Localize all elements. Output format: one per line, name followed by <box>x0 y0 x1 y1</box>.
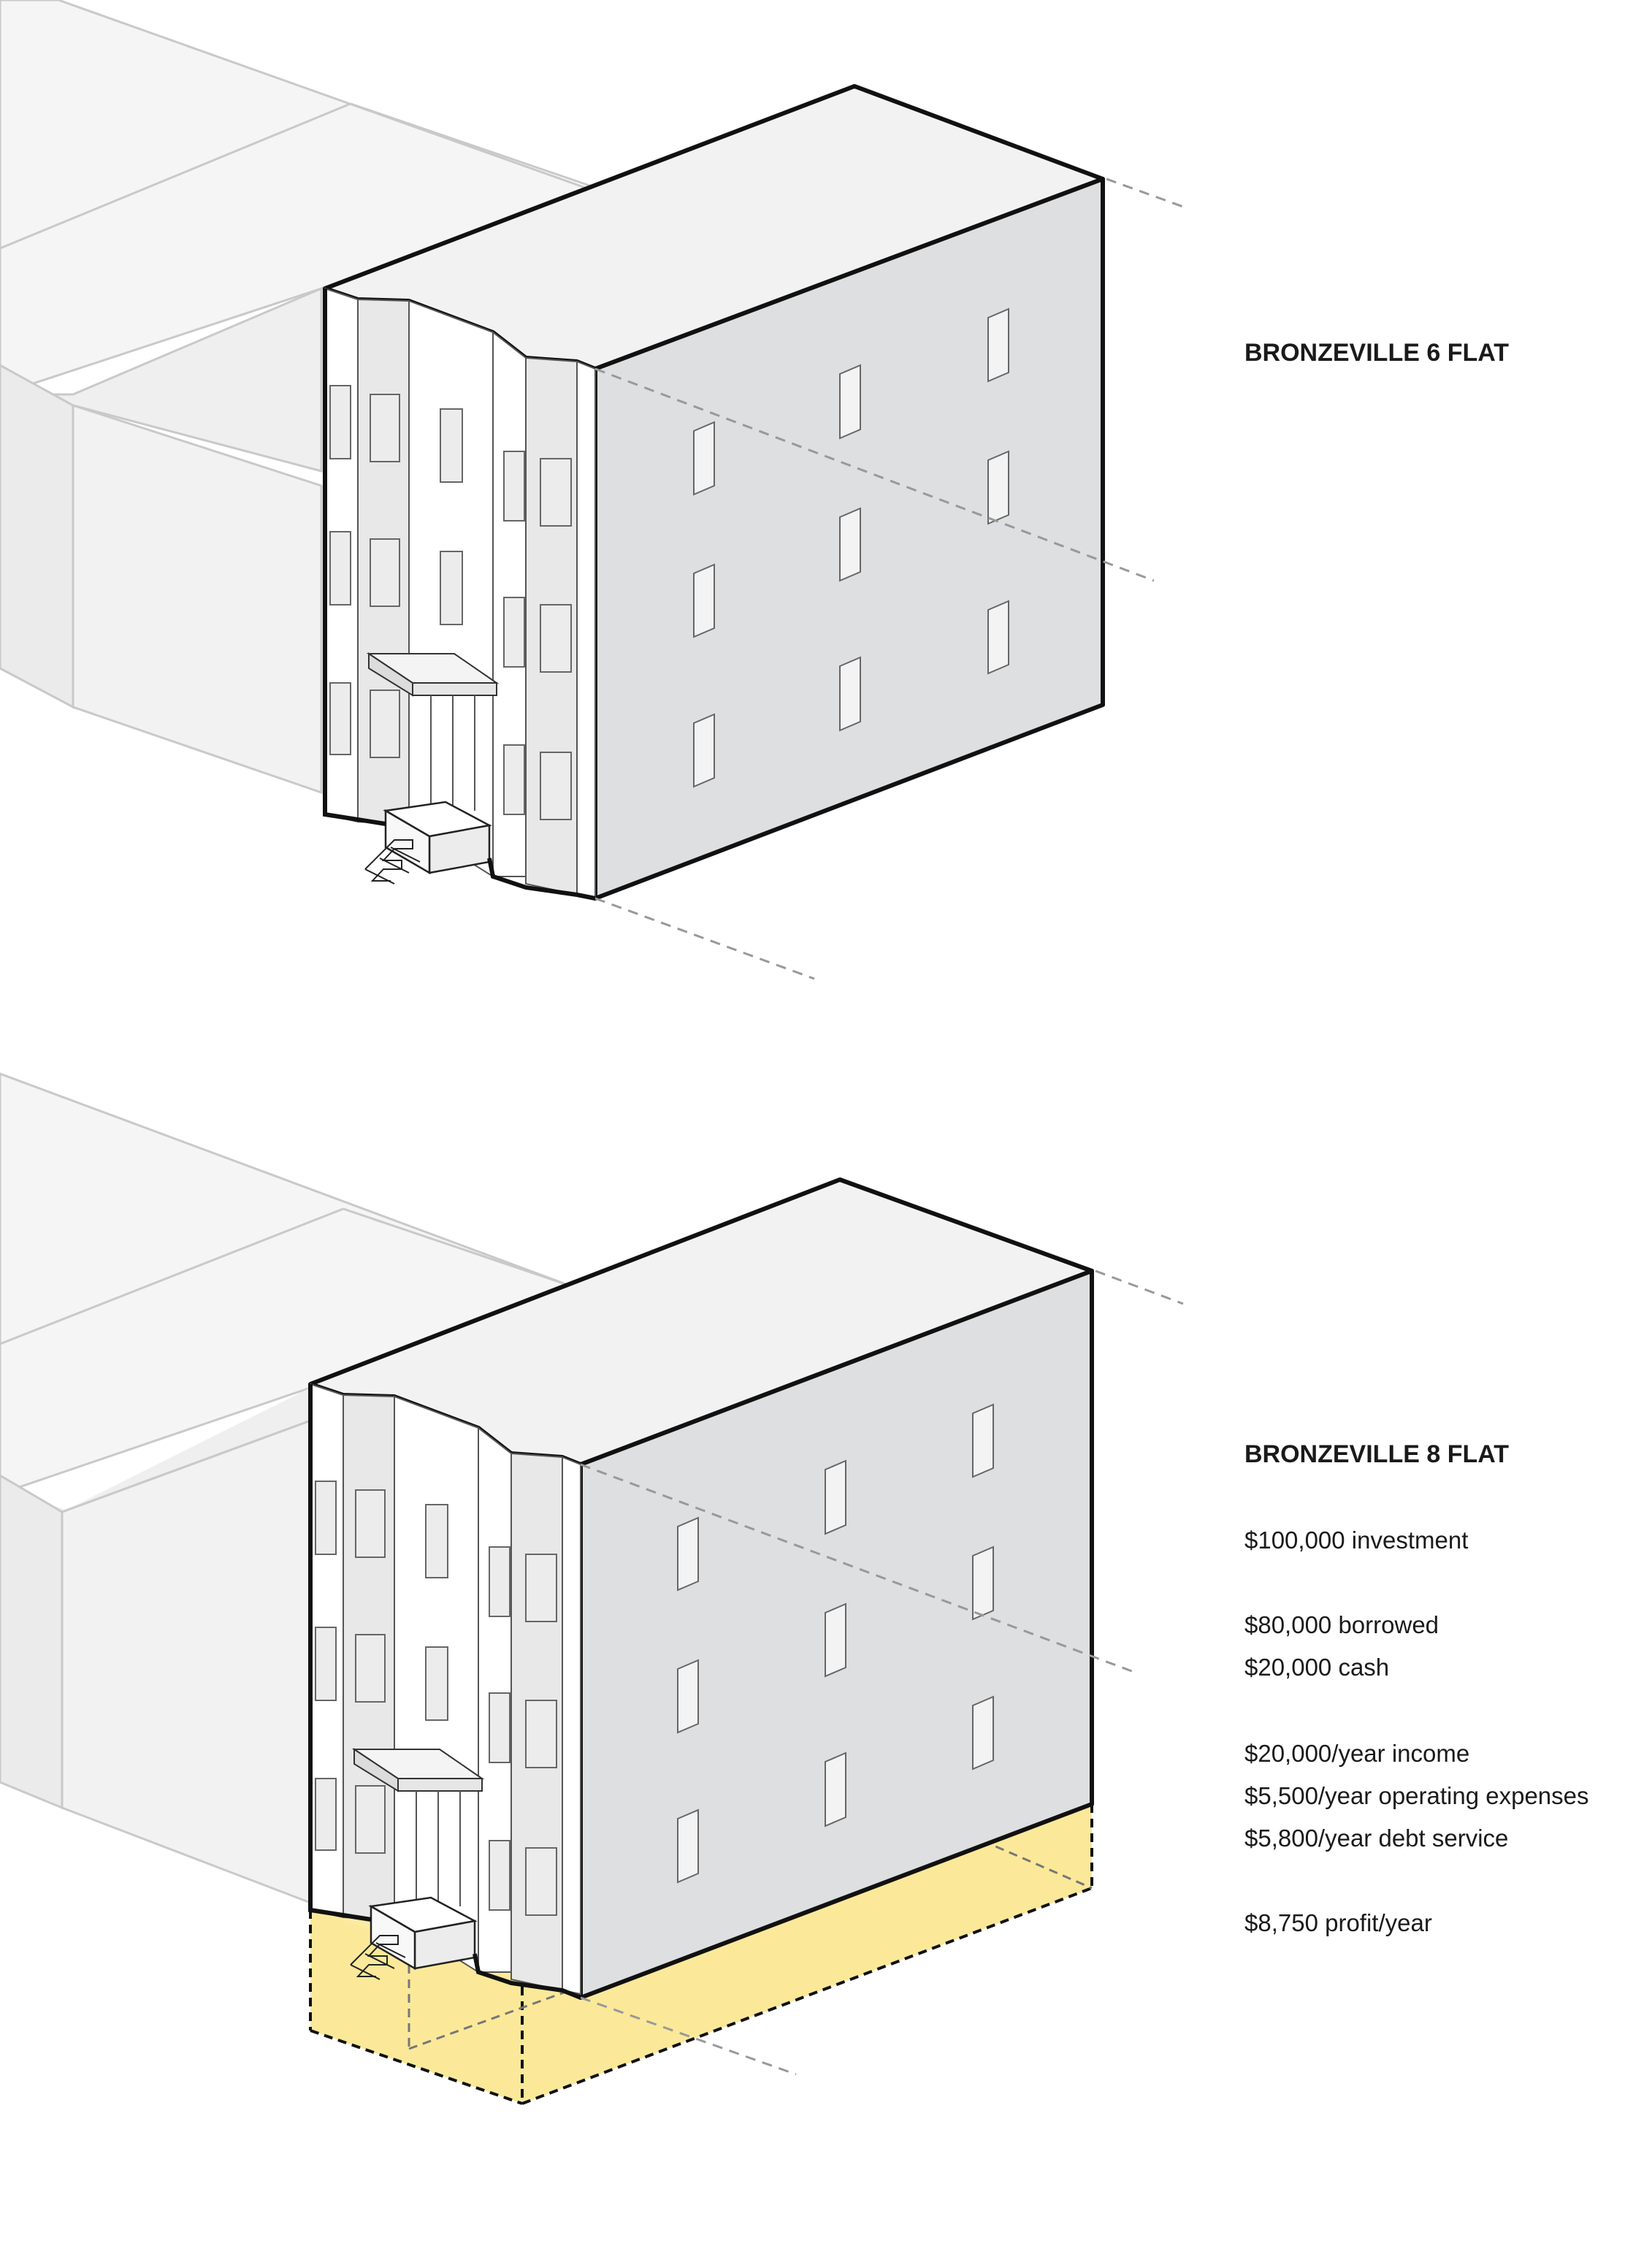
eight-flat-title: BRONZEVILLE 8 FLAT <box>1244 1440 1510 1468</box>
borrowed-text: $80,000 borrowed <box>1244 1611 1439 1638</box>
investment-text: $100,000 investment <box>1244 1527 1469 1554</box>
six-flat-building <box>0 0 1183 979</box>
profit-text: $8,750 profit/year <box>1244 1909 1432 1936</box>
debt-service-text: $5,800/year debt service <box>1244 1825 1509 1852</box>
six-flat-title: BRONZEVILLE 6 FLAT <box>1244 339 1510 367</box>
income-text: $20,000/year income <box>1244 1740 1470 1767</box>
eight-flat-building <box>0 1074 1183 2104</box>
operating-expenses-text: $5,500/year operating expenses <box>1244 1782 1589 1809</box>
cash-text: $20,000 cash <box>1244 1654 1390 1681</box>
